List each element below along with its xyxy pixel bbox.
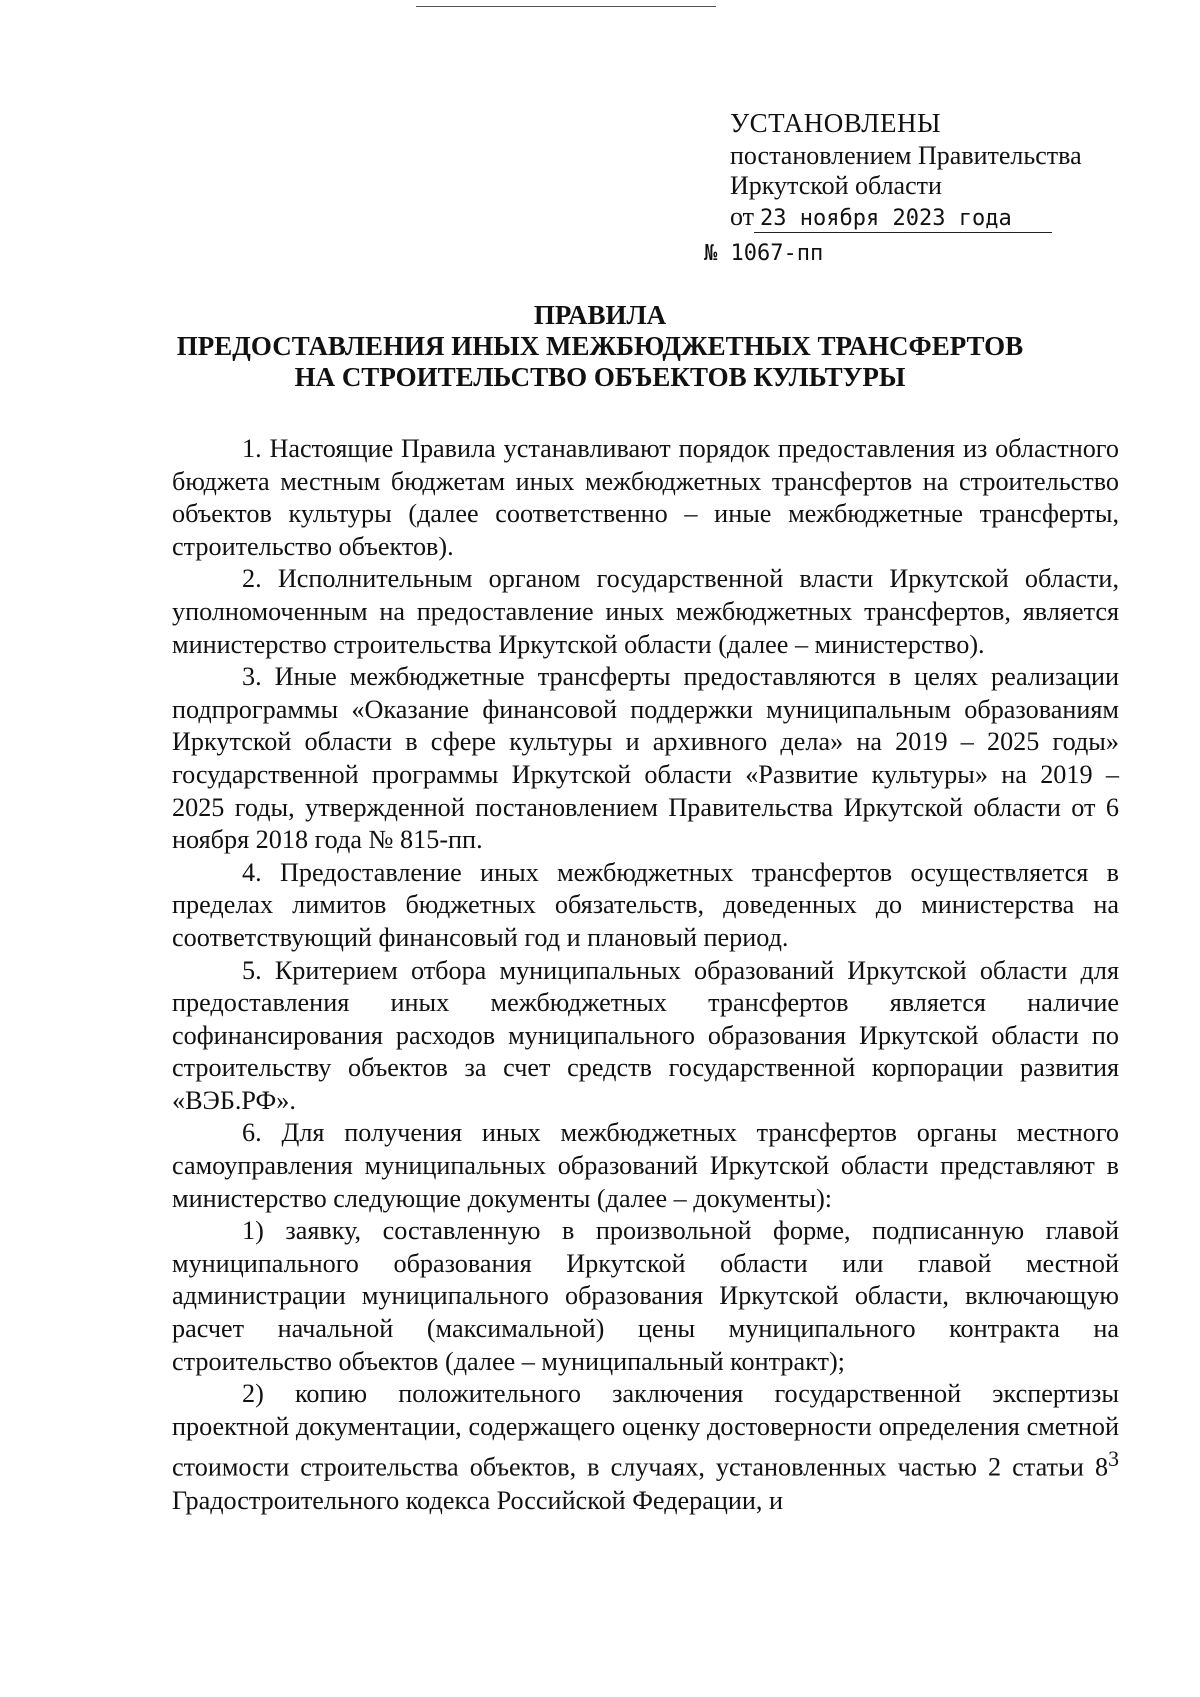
date-prefix: от (730, 202, 755, 231)
paragraph: 5. Критерием отбора муниципальных образований Иркутской области для предоставления иных межбюджетных трансфертов является наличие софинансирования расходов муниципального образования Иркутской области по строительству объектов за счет средств государственной корпорации развития «ВЭБ.РФ». (172, 955, 1119, 1115)
approval-line: Иркутской области (730, 171, 942, 200)
paragraph: 1. Настоящие Правила устанавливают порядок предоставления из областного бюджета местным бюджетам иных межбюджетных трансфертов на строительство объектов культуры (далее соответственно – иные межбюджетные трансферты, строительство объектов). (172, 434, 1119, 561)
approval-date: 23 ноября 2023 года (754, 206, 1052, 233)
title-line: ПРЕДОСТАВЛЕНИЯ ИНЫХ МЕЖБЮДЖЕТНЫХ ТРАНСФЕРТОВ (176, 331, 1024, 361)
paragraph: 3. Иные межбюджетные трансферты предоставляются в целях реализации подпрограммы «Оказание финансовой поддержки муниципальным образованиям Иркутской области в сфере культуры и архивного дела» на 2019 – 2025 годы» государственной программы Иркутской области «Развитие культуры» на 2019 – 2025 годы, утвержденной постановлением Правительства Иркутской области от 6 ноября 2018 года № 815-пп. (172, 662, 1119, 855)
superscript: 3 (1108, 1447, 1119, 1472)
title-line: НА СТРОИТЕЛЬСТВО ОБЪЕКТОВ КУЛЬТУРЫ (294, 362, 906, 392)
approval-title: УСТАНОВЛЕНЫ (730, 108, 942, 138)
paragraph: 1) заявку, составленную в произвольной форме, подписанную главой муниципального образования Иркутской области или главой местной администрации муниципального образования Иркутской области, включающую расчет начальной (максимальной) цены муниципального контракта на строительство объектов (далее – муниципальный контракт); (172, 1216, 1119, 1376)
approval-date-row (730, 202, 1052, 233)
paragraph-text: Градостроительного кодекса Российской Федерации, и (172, 1485, 784, 1515)
paragraph (172, 1378, 1119, 1517)
approval-stamp (704, 108, 1150, 269)
document-title (0, 300, 1200, 393)
paragraph: 6. Для получения иных межбюджетных трансфертов органы местного самоуправления муниципальных образований Иркутской области представляют в министерство следующие документы (далее – документы): (172, 1118, 1119, 1213)
approval-number: № 1067-пп (704, 241, 824, 266)
document-body (172, 433, 1119, 1517)
paragraph: 2. Исполнительным органом государственной власти Иркутской области, уполномоченным на предоставление иных межбюджетных трансфертов, является министерство строительства Иркутской области (далее – министерство). (172, 564, 1119, 659)
approval-line: постановлением Правительства (730, 141, 1082, 170)
paragraph: 4. Предоставление иных межбюджетных трансфертов осуществляется в пределах лимитов бюджетных обязательств, доведенных до министерства на соответствующий финансовый год и плановый период. (172, 857, 1119, 952)
title-line: ПРАВИЛА (533, 300, 667, 330)
paragraph-text: 2) копию положительного заключения государственной экспертизы проектной документации, содержащего оценку достоверности определения сметной стоимости строительства объектов, в случаях, установленных частью 2 статьи 8 (172, 1379, 1119, 1483)
top-rule (416, 6, 716, 7)
